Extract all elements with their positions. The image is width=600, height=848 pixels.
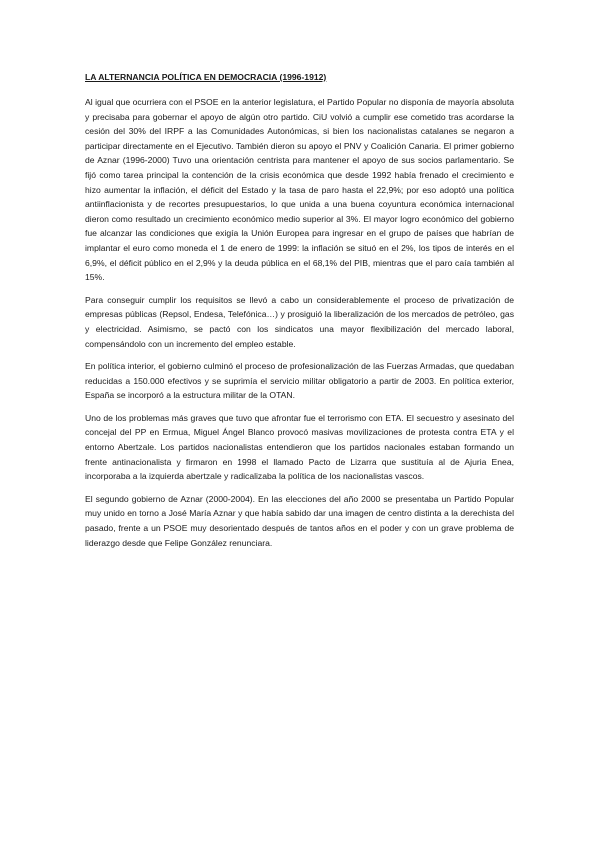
document-title: LA ALTERNANCIA POLÍTICA EN DEMOCRACIA (1996-1912) — [85, 72, 327, 82]
document-page — [85, 70, 514, 558]
paragraph-first-government: Al igual que ocurriera con el PSOE en la anterior legislatura, el Partido Popular no disponía de mayoría absoluta y precisaba para gobernar el apoyo de algún otro partido. CiU volvió a cumplir ese cometido tras acordarse la cesión del 30% del IRPF a las Comunidades Autonómicas, si bien los nacionalistas catalanes se negaron a participar directamente en el Ejecutivo. También dieron su apoyo el PNV y Coalición Canaria. El primer gobierno de Aznar (1996-2000) Tuvo una orientación centrista para mantener el apoyo de sus socios parlamentario. Se fijó como tarea principal la contención de la crisis económica que desde 1992 había frenado el crecimiento e hizo aumentar la inflación, el déficit del Estado y la tasa de paro hasta el 22,9%; por eso adoptó una política antiinflacionista y de recortes presupuestarios, lo que unida a una buena coyuntura económica internacional dieron como resultado un crecimiento económico medio superior al 3%. El mayor logro económico del gobierno fue alcanzar las condiciones que exigía la Unión Europea para ingresar en el grupo de países que habrían de implantar el euro como moneda el 1 de enero de 1999: la inflación se situó en el 2%, los tipos de interés en el 6,9%, el déficit público en el 2,9% y la deuda pública en el 68,1% del PIB, mientras que el paro caía también al 15%. — [85, 97, 514, 283]
paragraph-privatization: Para conseguir cumplir los requisitos se llevó a cabo un considerablemente el proceso de privatización de empresas públicas (Repsol, Endesa, Telefónica…) y prosiguió la liberalización de los mercados de petróleo, gas y electricidad. Asimismo, se pactó con los sindicatos una mayor flexibilización del mercado laboral, compensándolo con un incremento del empleo estable. — [85, 294, 514, 349]
paragraph-second-government: El segundo gobierno de Aznar (2000-2004). En las elecciones del año 2000 se presentaba un Partido Popular muy unido en torno a José María Aznar y que había sabido dar una imagen de centro distinta a la derechista del pasado, frente a un PSOE muy desorientado después de tantos años en el poder y con un grave problema de liderazgo desde que Felipe González renunciara. — [85, 493, 514, 548]
paragraph-terrorism: Uno de los problemas más graves que tuvo que afrontar fue el terrorismo con ETA. El secuestro y asesinato del concejal del PP en Ermua, Miguel Ángel Blanco provocó masivas movilizaciones de protesta contra ETA y el entorno Abertzale. Los partidos nacionalistas entendieron que los partidos nacionales estaban formando un frente antinacionalista y firmaron en 1998 el llamado Pacto de Lizarra que sustituía al de Ajuria Enea, incorporaba a la izquierda abertzale y radicalizaba la política de los nacionalistas vascos. — [85, 412, 514, 482]
paragraph-interior-policy: En política interior, el gobierno culminó el proceso de profesionalización de las Fuerzas Armadas, que quedaban reducidas a 150.000 efectivos y se suprimía el servicio militar obligatorio a partir de 2003. En política exterior, España se incorporó a la estructura militar de la OTAN. — [85, 361, 514, 401]
